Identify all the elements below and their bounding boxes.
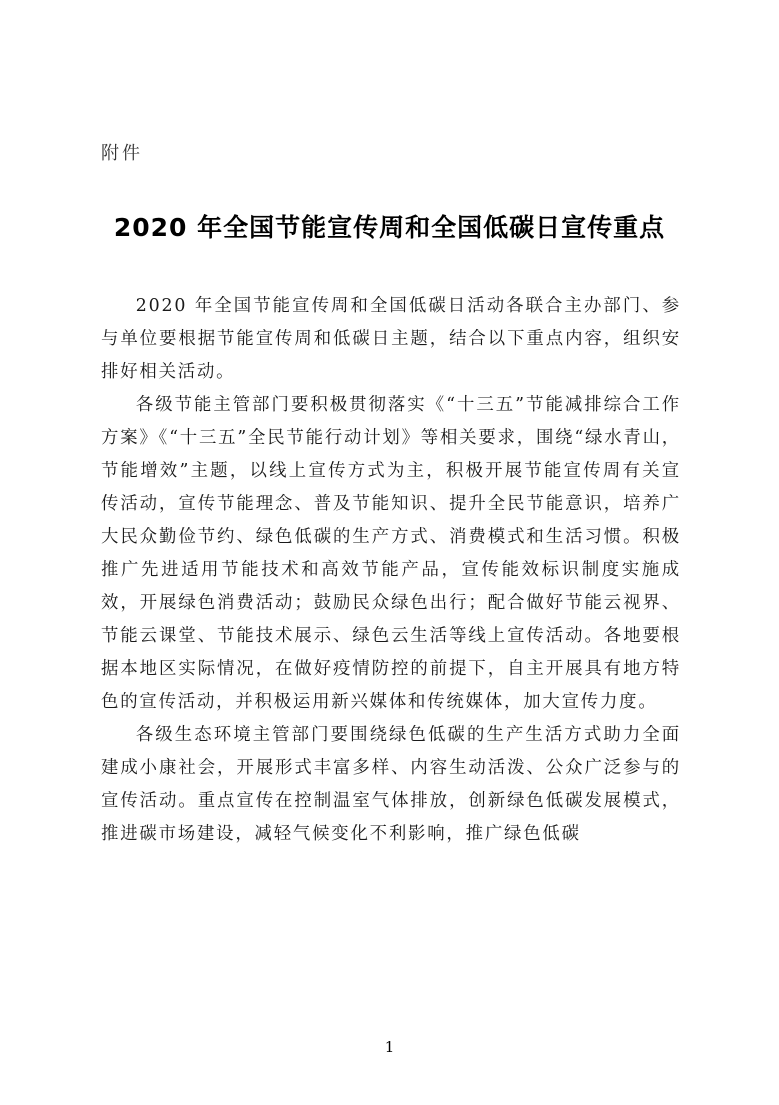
- attachment-label: 附件: [101, 143, 143, 164]
- document-body: [101, 290, 681, 851]
- page-number: 1: [384, 1038, 395, 1056]
- paragraph-energy-saving: 各级节能主管部门要积极贯彻落实《“十三五”节能减排综合工作方案》《“十三五”全民节能行动计划》等相关要求，围绕“绿水青山，节能增效”主题，以线上宣传方式为主，积极开展节能宣传周有关宣传活动，宣传节能理念、普及节能知识、提升全民节能意识，培养广大民众勤俭节约、绿色低碳的生产方式、消费模式和生活习惯。积极推广先进适用节能技术和高效节能产品，宣传能效标识制度实施成效，开展绿色消费活动；鼓励民众绿色出行；配合做好节能云视界、节能云课堂、节能技术展示、绿色云生活等线上宣传活动。各地要根据本地区实际情况，在做好疫情防控的前提下，自主开展具有地方特色的宣传活动，并积极运用新兴媒体和传统媒体，加大宣传力度。: [101, 395, 681, 712]
- document-title: 2020 年全国节能宣传周和全国低碳日宣传重点: [113, 213, 666, 242]
- paragraph-ecology: 各级生态环境主管部门要围绕绿色低碳的生产生活方式助力全面建成小康社会，开展形式丰富多样、内容生动活泼、公众广泛参与的宣传活动。重点宣传在控制温室气体排放，创新绿色低碳发展模式，推进碳市场建设，减轻气候变化不利影响，推广绿色低碳: [101, 725, 681, 844]
- paragraph-intro: 2020 年全国节能宣传周和全国低碳日活动各联合主办部门、参与单位要根据节能宣传周和低碳日主题，结合以下重点内容，组织安排好相关活动。: [101, 296, 681, 382]
